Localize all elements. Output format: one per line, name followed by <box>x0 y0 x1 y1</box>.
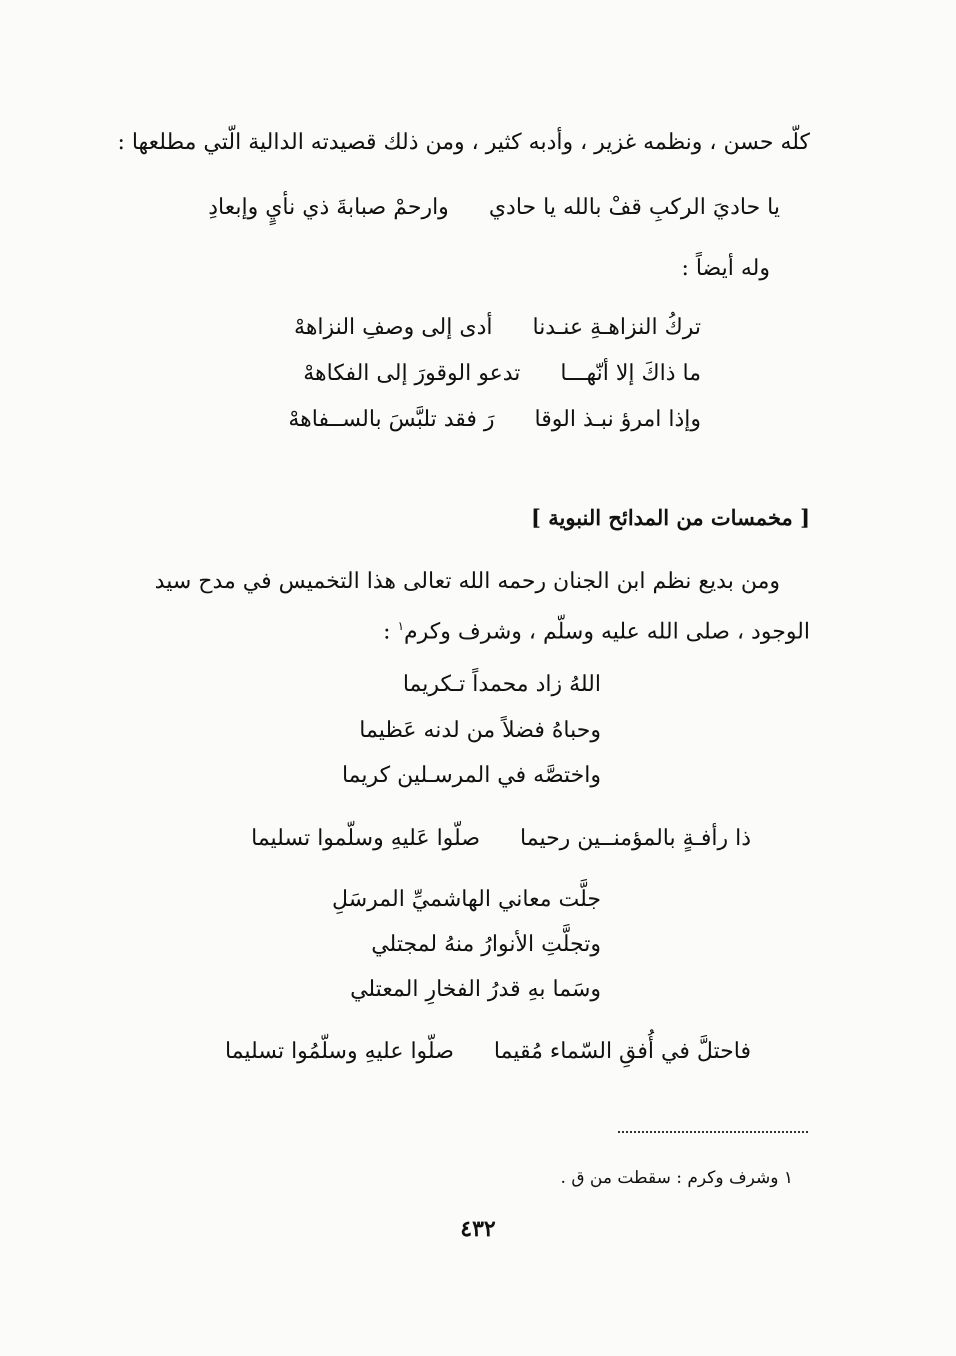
section-intro-line-1: ومن بديع نظم ابن الجنان رحمه الله تعالى هذا التخميس في مدح سيد <box>154 569 780 594</box>
stanza1-line-2: وحباهُ فضلاً من لدنه عَظيما <box>359 718 601 743</box>
stanza1-refrain <box>251 824 751 854</box>
stanza1-refrain-first: ذا رأفـةٍ بالمؤمنــين رحيما <box>520 826 751 851</box>
stanza1-refrain-second: صلّوا عَليهِ وسلّموا تسليما <box>251 826 481 851</box>
intro-paragraph: كلّه حسن ، ونظمه غزير ، وأدبه كثير ، ومن ذلك قصيدته الدالية الّتي مطلعها : <box>117 130 810 155</box>
poem2-verse-3-second: رَ فقد تلبَّسَ بالســفاههْ <box>288 407 495 432</box>
poem2-verse-3 <box>288 405 701 435</box>
poem2-verse-1-first: تركُ النزاهـةِ عنـدنا <box>532 315 701 340</box>
opening-verse-second: وارحمْ صبابةَ ذي نأيٍ وإبعادِ <box>208 195 449 220</box>
stanza1-line-3: واختصَّه في المرسـلين كريما <box>341 763 601 788</box>
page-number: ٤٣٢ <box>460 1216 496 1242</box>
stanza2-refrain <box>225 1037 751 1067</box>
poem2-verse-2-second: تدعو الوقورَ إلى الفكاههْ <box>303 361 521 386</box>
opening-verse <box>208 193 780 223</box>
poem2-verse-2 <box>303 359 701 389</box>
stanza2-refrain-first: فاحتلَّ في أُفقِ السّماء مُقيما <box>493 1039 751 1064</box>
poem2-verse-2-first: ما ذاكَ إلا أنّهـــا <box>560 361 701 386</box>
section-intro-text: الوجود ، صلى الله عليه وسلّم ، وشرف وكرم <box>404 619 810 645</box>
footnote-divider <box>618 1131 808 1133</box>
poem2-verse-1 <box>294 313 701 343</box>
stanza2-line-2: وتجلَّتِ الأنوارُ منهُ لمجتلي <box>371 932 601 957</box>
poem2-verse-1-second: أدى إلى وصفِ النزاههْ <box>294 315 493 340</box>
stanza2-refrain-second: صلّوا عليهِ وسلّمُوا تسليما <box>224 1039 454 1064</box>
section-heading: [ مخمسات من المدائح النبوية ] <box>531 505 810 530</box>
stanza2-line-1: جلَّت معاني الهاشميِّ المرسَلِ <box>332 887 601 912</box>
poem2-verse-3-first: وإذا امرؤ نبـذ الوقا <box>534 407 701 432</box>
footnote-ref: ١ <box>397 619 405 633</box>
section-intro-line-2 <box>110 611 810 647</box>
stanza1-line-1: اللهُ زاد محمداً تـكريما <box>402 672 601 697</box>
footnote-text: ١ وشرف وكرم : سقطت من ق . <box>560 1168 793 1188</box>
stanza2-line-3: وسَما بهِ قدرُ الفخارِ المعتلي <box>350 977 601 1002</box>
also-label: وله أيضاً : <box>681 256 770 281</box>
opening-verse-first: يا حاديَ الركبِ قفْ بالله يا حادي <box>488 195 780 220</box>
section-intro-tail: : <box>383 619 398 645</box>
